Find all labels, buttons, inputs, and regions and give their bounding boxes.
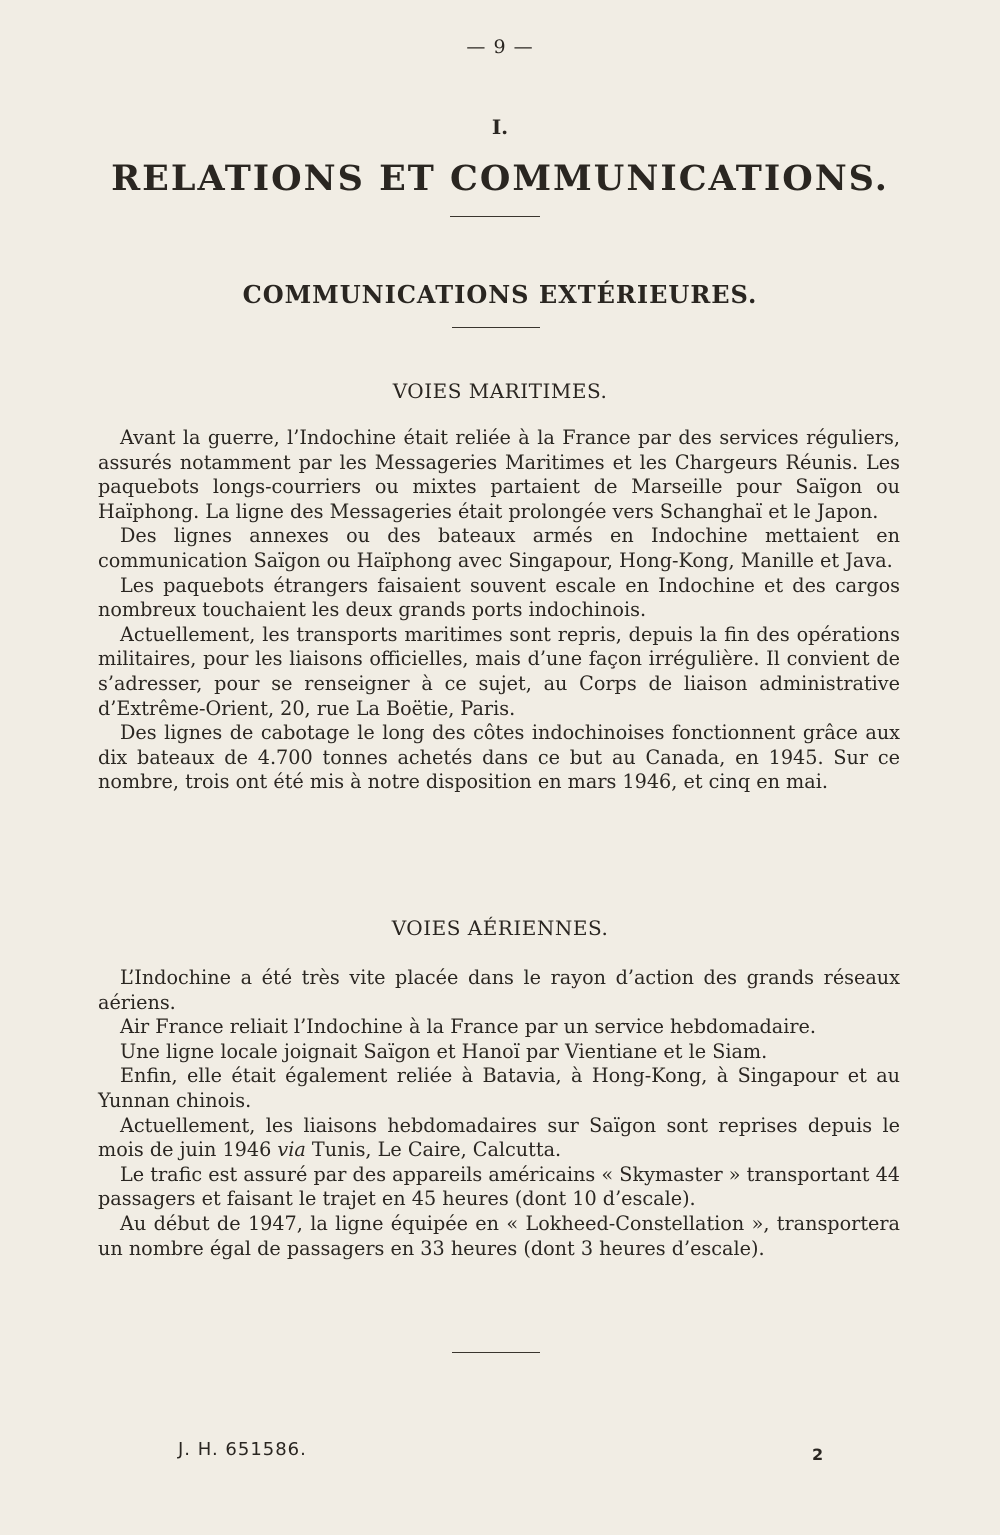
paragraph: Air France reliait l’Indochine à la France par un service hebdomadaire. <box>120 1015 816 1039</box>
part-number: I. <box>491 115 509 139</box>
paragraph: Les paquebots étrangers faisaient souvent escale en Indochine et des cargos nombreux touchaient les deux grands ports indochinois. <box>98 573 900 622</box>
paragraph: Enfin, elle était également reliée à Batavia, à Hong-Kong, à Singapour et au Yunnan chinois. <box>98 1064 900 1112</box>
paragraph: Le trafic est assuré par des appareils américains « Skymaster » transportant 44 passagers et faisant le trajet en 45 heures (dont 10 d’escale). <box>98 1162 900 1211</box>
paragraph: Des lignes annexes ou des bateaux armés en Indochine mettaient en communication Saïgon ou Haïphong avec Singapour, Hong-Kong, Manille et Java. <box>98 524 900 572</box>
paragraph <box>98 1114 900 1163</box>
maritime-heading: VOIES MARITIMES. <box>392 379 608 403</box>
air-section <box>98 966 900 1261</box>
title-divider <box>450 216 540 217</box>
subtitle-divider <box>452 327 540 328</box>
main-title: RELATIONS ET COMMUNICATIONS. <box>111 158 889 199</box>
paragraph: Actuellement, les transports maritimes sont repris, depuis la fin des opérations militaires, pour les liaisons officielles, mais d’une façon irrégulière. Il convient de s’adresser, pour se renseigner à ce sujet, au Corps de liaison administrative d’Extrême-Orient, 20, rue La Boëtie, Paris. <box>98 622 900 720</box>
paragraph: Avant la guerre, l’Indochine était reliée à la France par des services réguliers, assurés notamment par les Messageries Maritimes et les Chargeurs Réunis. Les paquebots longs-courriers ou mixtes partaient de Marseille pour Saïgon ou Haïphong. La ligne des Messageries était prolongée vers Schanghaï et le Japon. <box>98 426 900 523</box>
maritime-section <box>98 426 900 795</box>
paragraph: Au début de 1947, la ligne équipée en « Lokheed-Constellation », transportera un nombre égal de passagers en 33 heures (dont 3 heures d’escale). <box>98 1211 900 1260</box>
section-title: COMMUNICATIONS EXTÉRIEURES. <box>242 280 758 309</box>
text-run: Actuellement, les liaisons hebdomadaires sur Saïgon sont reprises depuis le mois de juin 1946 <box>98 1113 900 1162</box>
page-number: — 9 — <box>466 36 534 58</box>
sheet-signature: 2 <box>812 1445 824 1464</box>
paragraph: Une ligne locale joignait Saïgon et Hanoï par Vientiane et le Siam. <box>120 1039 768 1063</box>
end-divider <box>452 1352 540 1353</box>
paragraph: L’Indochine a été très vite placée dans le rayon d’action des grands réseaux aériens. <box>98 966 900 1014</box>
italic-via: via <box>277 1138 306 1162</box>
air-heading: VOIES AÉRIENNES. <box>391 916 609 940</box>
text-run: Tunis, Le Caire, Calcutta. <box>305 1138 562 1162</box>
paragraph: Des lignes de cabotage le long des côtes indochinoises fonctionnent grâce aux dix bateaux de 4.700 tonnes achetés dans ce but au Canada, en 1945. Sur ce nombre, trois ont été mis à notre disposition en mars 1946, et cinq en mai. <box>98 721 900 794</box>
printer-reference: J. H. 651586. <box>178 1439 307 1460</box>
